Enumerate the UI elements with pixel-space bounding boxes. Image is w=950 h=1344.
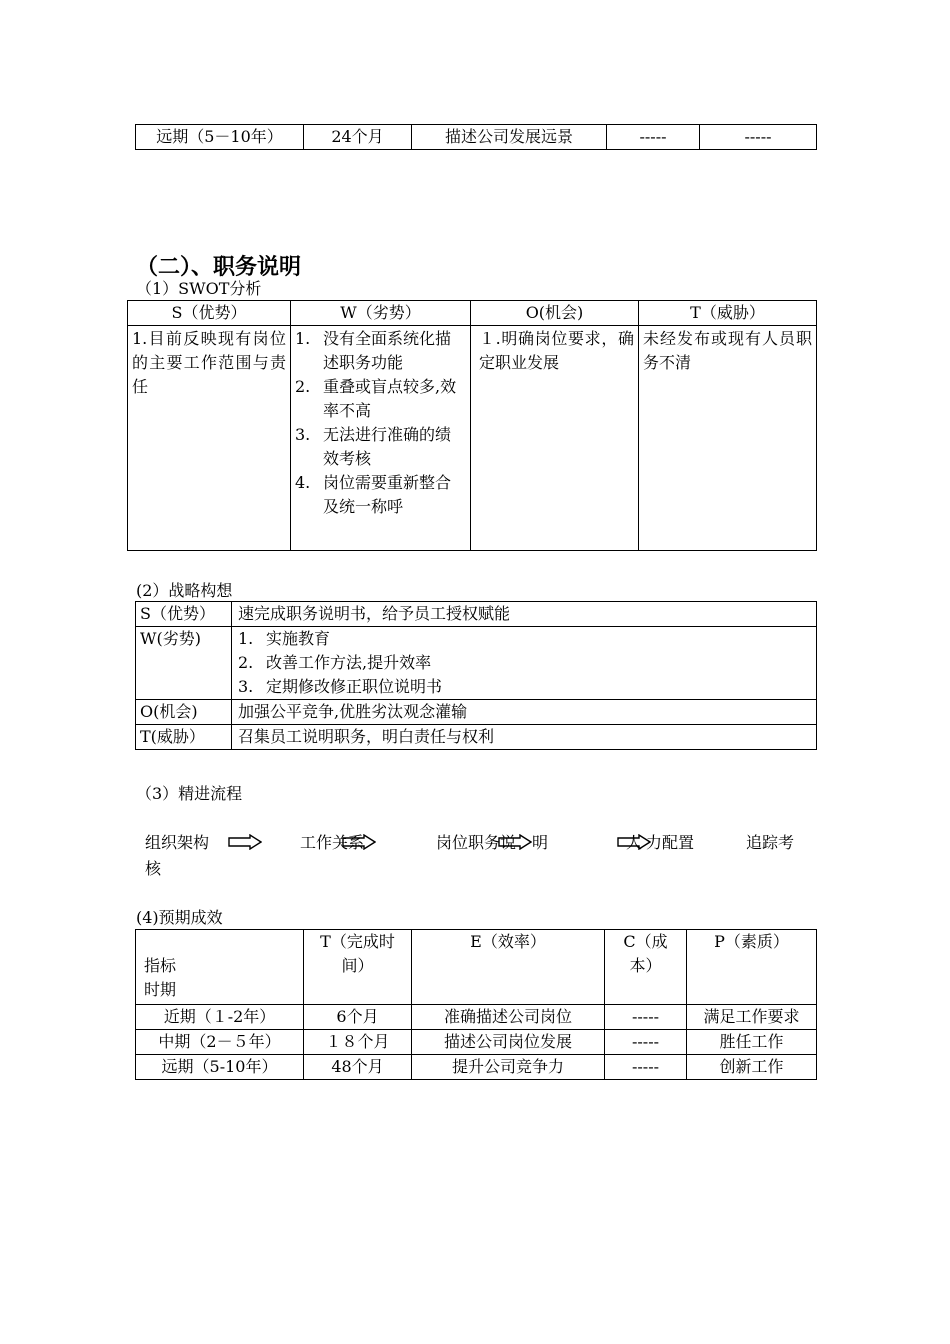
strategy-value: 召集员工说明职务，明白责任与权利 [232,725,817,750]
table-row [136,125,817,150]
strategy-key: O(机会) [136,700,232,725]
table-cell: ----- [607,125,700,150]
right-arrow-icon [498,834,532,850]
strategy-table [135,601,817,750]
expected-head-indicator: 指标 [144,956,177,975]
table-cell: 准确描述公司岗位 [412,1005,605,1030]
section-title: （二）、职务说明 [136,255,302,280]
strategy-key: S（优势） [136,602,232,627]
flow-step-work-b: 关系 [332,833,365,852]
swot-table [127,300,817,551]
list-item: 2. 改善工作方法,提升效率 [238,653,432,672]
strategy-value: 加强公平竞争,优胜劣汰观念灌输 [232,700,817,725]
list-item: 3. 定期修改修正职位说明书 [238,677,443,696]
swot-header-s: S（优势） [128,301,291,326]
table-cell: 6个月 [304,1005,412,1030]
table-row [136,627,817,700]
expected-head-period: 时期 [144,980,177,999]
table-cell: 24个月 [304,125,412,150]
table-cell: １８个月 [304,1030,412,1055]
swot-w-cell [291,326,471,551]
expected-header: C（成本） [605,930,687,1005]
expected-header: P（素质） [687,930,817,1005]
flow-step-org: 组织架构 [145,833,210,852]
table-cell: 描述公司岗位发展 [412,1030,605,1055]
swot-header-o: O(机会) [471,301,639,326]
process-label: （3）精进流程 [136,784,243,803]
table-cell: 描述公司发展远景 [412,125,607,150]
table-cell: 提升公司竞争力 [412,1055,605,1080]
table-row [128,301,817,326]
top-table [135,124,817,150]
list-item: 3. 无法进行准确的绩效考核 [295,425,452,468]
flow-step-track-b: 核 [145,859,162,878]
expected-table [135,929,817,1080]
table-cell: 远期（5－10年） [136,125,304,150]
strategy-key: T(威胁） [136,725,232,750]
right-arrow-icon [342,834,376,850]
expected-header: T（完成时间） [304,930,412,1005]
flow-step-track: 追踪考 [746,833,795,852]
swot-w-list [295,327,466,519]
table-cell: 近期（１-2年） [136,1005,304,1030]
table-row [136,700,817,725]
table-cell: ----- [605,1055,687,1080]
strategy-key: W(劣势) [136,627,232,700]
table-cell: 中期（2－５年） [136,1030,304,1055]
right-arrow-icon [228,834,262,850]
strategy-label: (2）战略构想 [136,581,233,600]
table-cell: 满足工作要求 [687,1005,817,1030]
table-cell: 48个月 [304,1055,412,1080]
strategy-value [232,627,817,700]
table-cell: ----- [605,1005,687,1030]
flow-step-post: 岗位职 [436,833,485,852]
table-row [136,1005,817,1030]
table-cell: 胜任工作 [687,1030,817,1055]
list-item: 1. 没有全面系统化描述职务功能 [295,329,452,372]
swot-header-t: T（威胁） [639,301,817,326]
table-cell: ----- [700,125,817,150]
table-cell: 远期（5-10年） [136,1055,304,1080]
list-item: 1. 实施教育 [238,629,331,648]
expected-label: (4)预期成效 [136,908,223,927]
table-row [136,602,817,627]
expected-corner-cell [136,930,304,1005]
swot-t-cell: 未经发布或现有人员职务不清 [639,326,817,551]
table-row [136,1055,817,1080]
table-row [128,326,817,551]
table-row [136,930,817,1005]
table-cell: ----- [605,1030,687,1055]
table-row [136,725,817,750]
swot-o-cell: １.明确岗位要求，确定职业发展 [471,326,639,551]
swot-header-w: W（劣势） [291,301,471,326]
strategy-w-list [238,627,812,699]
swot-s-cell: 1.目前反映现有岗位的主要工作范围与责任 [128,326,291,551]
flow-step-post-b: 务说 [484,833,517,852]
table-row [136,1030,817,1055]
table-cell: 创新工作 [687,1055,817,1080]
list-item: 4. 岗位需要重新整合及统一称呼 [295,473,452,516]
flow-step-post-c: 明 [532,833,549,852]
flow-step-work: 工作 [300,833,333,852]
strategy-value: 速完成职务说明书，给予员工授权赋能 [232,602,817,627]
list-item: 2. 重叠或盲点较多,效率不高 [295,377,457,420]
expected-header: E（效率） [412,930,605,1005]
flow-step-staff: 力配置 [646,833,695,852]
flow-step-staff-a: 人 [626,833,643,852]
swot-label: （1）SWOT分析 [136,279,262,298]
